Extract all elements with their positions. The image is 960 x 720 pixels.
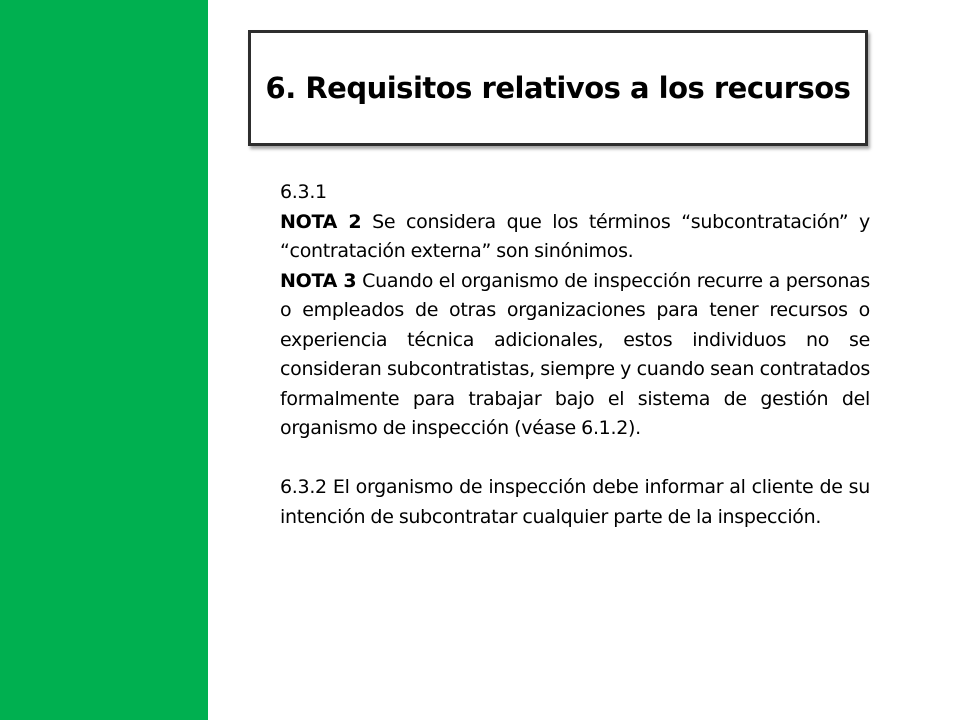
nota-3-text: Cuando el organismo de inspección recurre a personas o empleados de otras organizaciones para tener recursos o experiencia técnica adicionales, estos individuos no se consideran subcontratistas, siempre y cuando sean contratados formalmente para trabajar bajo el sistema de gestión del organismo de inspección (véase 6.1.2). [280,269,870,439]
section-632-paragraph: 6.3.2 El organismo de inspección debe informar al cliente de su intención de subcontratar cualquier parte de la inspección. [280,476,870,528]
nota-2-label: NOTA 2 [280,210,362,233]
green-side-bar [0,0,208,720]
nota-2-paragraph [280,208,870,267]
section-number-631: 6.3.1 [280,181,327,203]
slide-title: 6. Requisitos relativos a los recursos [265,71,851,105]
title-box [248,30,868,146]
paragraph-spacer [280,444,870,474]
nota-3-label: NOTA 3 [280,269,357,292]
body-text [280,178,870,532]
nota-3-paragraph [280,267,870,444]
nota-2-text: Se considera que los términos “subcontratación” y “contratación externa” son sinónimos. [280,210,870,262]
